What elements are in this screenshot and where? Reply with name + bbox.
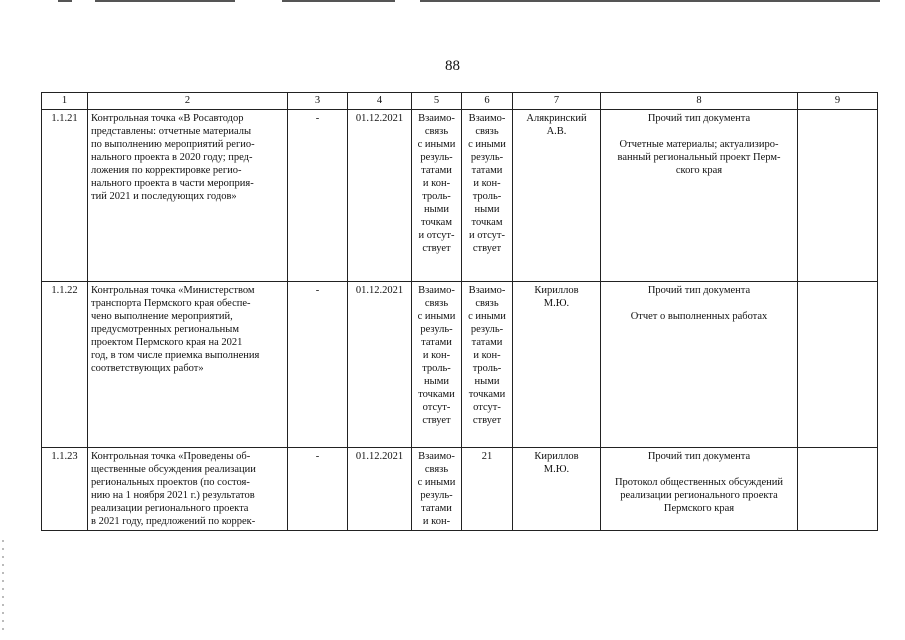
responsible-person	[513, 282, 601, 448]
checkpoint-name-line: Контрольная точка «Проведены об-	[91, 451, 251, 462]
header-row	[42, 93, 878, 110]
responsible-person	[513, 110, 601, 282]
top-rule-4	[420, 0, 880, 2]
relation-col6-line: ствует	[472, 415, 502, 426]
relation-col5-line: и кон-	[422, 178, 451, 189]
top-rule-3	[282, 0, 395, 2]
column-header-8: 8	[601, 93, 798, 110]
checkpoint-name-line: транспорта Пермского края обеспе-	[91, 298, 251, 309]
relation-col5-line: Взаимо-	[418, 113, 455, 124]
checkpoint-name-line: Контрольная точка «Министерством	[91, 285, 255, 296]
relation-col5-line: ными	[424, 376, 449, 387]
top-rule-1	[58, 0, 72, 2]
relation-col6-line: и кон-	[473, 178, 501, 189]
column-header-2: 2	[88, 93, 288, 110]
column-header-1: 1	[42, 93, 88, 110]
relation-col5-line: резуль-	[420, 324, 453, 335]
checkpoint-name-line: представлены: отчетные материалы	[91, 126, 252, 137]
relation-col5-line: с иными	[417, 139, 456, 150]
checkpoint-name-line: тий 2021 и последующих годов»	[91, 191, 237, 202]
cell-col9	[798, 282, 878, 448]
responsible-person-line: А.В.	[546, 126, 567, 137]
document-info	[601, 110, 798, 282]
cell-col3: -	[288, 448, 348, 531]
relation-col6-line: Взаимо-	[468, 285, 506, 296]
checkpoint-name	[88, 110, 288, 282]
page-number: 88	[445, 58, 460, 74]
column-header-3: 3	[288, 93, 348, 110]
checkpoints-table	[41, 92, 878, 531]
spacer	[604, 463, 794, 476]
relation-col5	[412, 110, 462, 282]
document-type: Прочий тип документа	[647, 113, 751, 124]
checkpoint-name-line: проектом Пермского края на 2021	[91, 337, 243, 348]
relation-col6-line: троль-	[472, 191, 502, 202]
relation-col6-line: троль-	[472, 363, 502, 374]
column-header-7: 7	[513, 93, 601, 110]
checkpoint-name-line: ложения по корректировке регио-	[91, 165, 242, 176]
document-type: Прочий тип документа	[647, 451, 751, 462]
relation-col5-line: с иными	[417, 477, 456, 488]
document-description-line: Пермского края	[663, 503, 735, 514]
cell-col9	[798, 448, 878, 531]
responsible-person-line: Алякринский	[526, 113, 587, 124]
document-description-line: Протокол общественных обсуждений	[614, 477, 784, 488]
relation-col5-line: и кон-	[422, 350, 451, 361]
relation-col6	[462, 282, 513, 448]
document-description-line: Отчетные материалы; актуализиро-	[619, 139, 779, 150]
row-number: 1.1.22	[42, 282, 88, 448]
relation-col5-line: резуль-	[420, 490, 453, 501]
row-number: 1.1.21	[42, 110, 88, 282]
relation-col5-line: отсут-	[422, 402, 451, 413]
relation-col6-line: резуль-	[470, 324, 504, 335]
relation-col5-line: и отсут-	[418, 230, 455, 241]
checkpoint-name-line: реализации регионального проекта	[91, 503, 249, 514]
relation-col5-line: точками	[418, 389, 455, 400]
checkpoint-name	[88, 448, 288, 531]
document-info	[601, 448, 798, 531]
relation-col6-line: Взаимо-	[468, 113, 506, 124]
relation-col5-line: татами	[421, 503, 452, 514]
checkpoint-name-line: предусмотренных региональным	[91, 324, 239, 335]
column-header-5: 5	[412, 93, 462, 110]
due-date: 01.12.2021	[348, 448, 412, 531]
checkpoint-name-line: нального проекта в части мероприя-	[91, 178, 254, 189]
table-body	[42, 110, 878, 531]
relation-col6	[462, 110, 513, 282]
cell-col9	[798, 110, 878, 282]
table-row	[42, 448, 878, 531]
row-number: 1.1.23	[42, 448, 88, 531]
relation-col5-line: троль-	[422, 191, 451, 202]
relation-col5	[412, 448, 462, 531]
relation-col6-line: связь	[475, 298, 499, 309]
checkpoint-name-line: нию на 1 ноября 2021 г.) результатов	[91, 490, 255, 501]
relation-col6-line: с иными	[468, 139, 506, 150]
document-info	[601, 282, 798, 448]
relation-col6-line: 21	[481, 451, 493, 462]
relation-col5-line: татами	[421, 337, 452, 348]
column-header-9: 9	[798, 93, 878, 110]
document-description-line: Отчет о выполненных работах	[630, 311, 768, 322]
relation-col6-line: ными	[474, 376, 500, 387]
table-row	[42, 110, 878, 282]
column-header-6: 6	[462, 93, 513, 110]
checkpoint-name-line: в 2021 году, предложений по коррек-	[91, 516, 256, 527]
responsible-person-line: М.Ю.	[543, 464, 570, 475]
relation-col5-line: ствует	[422, 415, 451, 426]
column-header-4: 4	[348, 93, 412, 110]
responsible-person-line: Кириллов	[534, 285, 579, 296]
checkpoint-name-line: нального проекта в 2020 году; пред-	[91, 152, 253, 163]
spacer	[604, 125, 794, 138]
relation-col6-line: и кон-	[473, 350, 501, 361]
cell-col3: -	[288, 282, 348, 448]
relation-col6-line: татами	[471, 337, 503, 348]
relation-col5-line: с иными	[417, 311, 456, 322]
relation-col5-line: Взаимо-	[418, 451, 455, 462]
spacer	[604, 297, 794, 310]
checkpoint-name	[88, 282, 288, 448]
relation-col5-line: связь	[424, 126, 449, 137]
relation-col5-line: ствует	[422, 243, 451, 254]
relation-col6-line: с иными	[468, 311, 506, 322]
checkpoint-name-line: по выполнению мероприятий регио-	[91, 139, 255, 150]
scan-edge-marks	[2, 540, 4, 630]
checkpoint-name-line: щественные обсуждения реализации	[91, 464, 256, 475]
relation-col5-line: точкам	[421, 217, 452, 228]
relation-col5-line: резуль-	[420, 152, 453, 163]
due-date: 01.12.2021	[348, 110, 412, 282]
document-description-line: ского края	[675, 165, 723, 176]
relation-col6-line: точкам	[471, 217, 503, 228]
due-date: 01.12.2021	[348, 282, 412, 448]
top-rule-2	[95, 0, 235, 2]
document-description-line: реализации регионального проекта	[620, 490, 778, 501]
relation-col6-line: связь	[475, 126, 499, 137]
relation-col5-line: Взаимо-	[418, 285, 455, 296]
checkpoint-name-line: чено выполнение мероприятий,	[91, 311, 233, 322]
checkpoint-name-line: соответствующих работ»	[91, 363, 204, 374]
relation-col6-line: резуль-	[470, 152, 504, 163]
relation-col6-line: ными	[474, 204, 500, 215]
relation-col5	[412, 282, 462, 448]
relation-col5-line: татами	[421, 165, 452, 176]
document-type: Прочий тип документа	[647, 285, 751, 296]
relation-col5-line: и кон-	[422, 516, 451, 527]
table-row	[42, 282, 878, 448]
checkpoint-name-line: региональных проектов (по состоя-	[91, 477, 250, 488]
relation-col6-line: и отсут-	[469, 230, 505, 241]
relation-col5-line: ными	[424, 204, 449, 215]
relation-col6-line: отсут-	[473, 402, 501, 413]
document-description-line: ванный региональный проект Перм-	[617, 152, 781, 163]
relation-col6-line: татами	[471, 165, 503, 176]
relation-col6	[462, 448, 513, 531]
responsible-person-line: Кириллов	[534, 451, 579, 462]
cell-col3: -	[288, 110, 348, 282]
relation-col6-line: точками	[468, 389, 506, 400]
relation-col5-line: связь	[424, 464, 449, 475]
checkpoint-name-line: год, в том числе приемка выполнения	[91, 350, 260, 361]
checkpoint-name-line: Контрольная точка «В Росавтодор	[91, 113, 244, 124]
responsible-person-line: М.Ю.	[543, 298, 570, 309]
responsible-person	[513, 448, 601, 531]
relation-col6-line: ствует	[472, 243, 502, 254]
relation-col5-line: троль-	[422, 363, 451, 374]
relation-col5-line: связь	[424, 298, 449, 309]
